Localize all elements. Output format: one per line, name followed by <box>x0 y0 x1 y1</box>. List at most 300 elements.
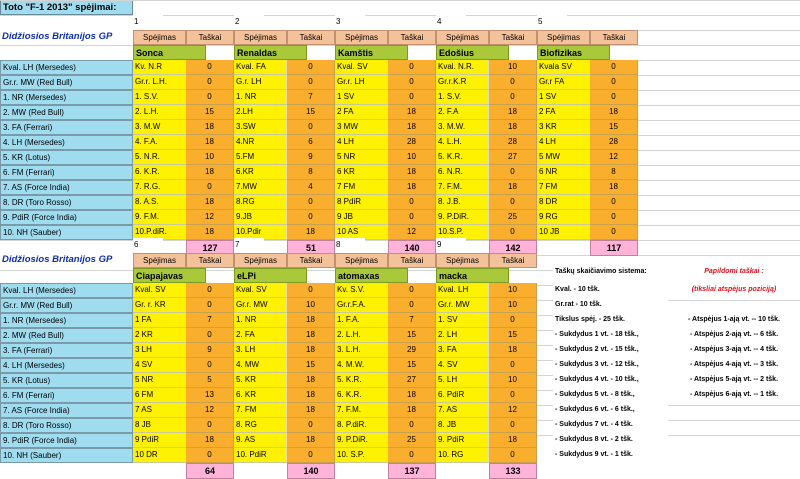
guess-cell[interactable]: 3 MW <box>335 120 388 135</box>
participant-name[interactable]: Kamštis <box>335 45 408 60</box>
guess-cell[interactable]: 3. M.W. <box>436 120 489 135</box>
points-cell[interactable]: 18 <box>186 165 234 180</box>
points-cell[interactable]: 0 <box>287 60 335 75</box>
guess-cell[interactable]: Gr.r.K.R <box>436 75 489 90</box>
points-cell[interactable]: 18 <box>287 313 335 328</box>
points-cell[interactable]: 0 <box>186 358 234 373</box>
guess-cell[interactable]: Kvala SV <box>537 60 590 75</box>
points-cell[interactable]: 0 <box>186 418 234 433</box>
participant-number[interactable]: 9 <box>436 238 466 253</box>
points-cell[interactable]: 10 <box>388 150 436 165</box>
guess-cell[interactable]: 2. F.A <box>436 105 489 120</box>
points-cell[interactable]: 10 <box>287 298 335 313</box>
points-cell[interactable]: 0 <box>388 448 436 463</box>
guess-header[interactable]: Spėjimas <box>436 30 489 45</box>
points-cell[interactable]: 0 <box>489 313 537 328</box>
participant-number[interactable]: 5 <box>537 15 567 30</box>
guess-cell[interactable]: 6 KR <box>335 165 388 180</box>
guess-cell[interactable]: 2 FA <box>335 105 388 120</box>
points-cell[interactable]: 0 <box>489 165 537 180</box>
participant-name[interactable]: Renaldas <box>234 45 307 60</box>
guess-cell[interactable]: 6 NR <box>537 165 590 180</box>
points-cell[interactable]: 0 <box>186 448 234 463</box>
guess-cell[interactable]: 10. PdiR <box>234 448 287 463</box>
row-label[interactable]: 6. FM (Ferrari) <box>0 388 133 403</box>
gp-title[interactable]: Didžiosios Britanijos GP <box>0 30 133 45</box>
guess-cell[interactable]: 8 PdiR <box>335 195 388 210</box>
guess-cell[interactable]: 2. LH <box>436 328 489 343</box>
guess-cell[interactable]: 5. KR <box>234 373 287 388</box>
points-cell[interactable]: 18 <box>590 180 638 195</box>
guess-cell[interactable]: 7.MW <box>234 180 287 195</box>
guess-cell[interactable]: 8.RG <box>234 195 287 210</box>
guess-cell[interactable]: 8. P.diR. <box>335 418 388 433</box>
points-cell[interactable]: 25 <box>388 433 436 448</box>
guess-cell[interactable]: 8. RG <box>234 418 287 433</box>
guess-cell[interactable]: 5. K.R. <box>335 373 388 388</box>
points-cell[interactable]: 0 <box>489 195 537 210</box>
points-cell[interactable]: 0 <box>287 195 335 210</box>
scoring-line[interactable]: - Sukdydus 4 vt. - 10 tšk., <box>553 373 668 388</box>
scoring-line[interactable]: - Sukdydus 7 vt. - 4 tšk. <box>553 418 668 433</box>
points-cell[interactable]: 0 <box>186 180 234 195</box>
guess-cell[interactable]: 5.FM <box>234 150 287 165</box>
points-cell[interactable]: 12 <box>489 403 537 418</box>
points-cell[interactable]: 27 <box>489 150 537 165</box>
bonus-line[interactable]: - Atspėjus 3-ają vt. -- 4 tšk. <box>668 343 800 358</box>
guess-cell[interactable]: 7 AS <box>133 403 186 418</box>
guess-cell[interactable]: Gr.r. LH <box>335 75 388 90</box>
points-cell[interactable]: 18 <box>287 433 335 448</box>
points-cell[interactable]: 25 <box>489 210 537 225</box>
points-cell[interactable]: 0 <box>186 60 234 75</box>
guess-cell[interactable]: 1 FA <box>133 313 186 328</box>
points-cell[interactable]: 15 <box>388 358 436 373</box>
points-cell[interactable]: 0 <box>186 298 234 313</box>
points-cell[interactable]: 8 <box>287 165 335 180</box>
participant-name[interactable]: Biofizikas <box>537 45 610 60</box>
points-cell[interactable]: 0 <box>287 283 335 298</box>
guess-cell[interactable]: 4. MW <box>234 358 287 373</box>
guess-cell[interactable]: 10 JB <box>537 225 590 240</box>
points-cell[interactable]: 0 <box>489 418 537 433</box>
guess-cell[interactable]: 10.P.diR. <box>133 225 186 240</box>
points-cell[interactable]: 6 <box>287 135 335 150</box>
guess-header[interactable]: Spėjimas <box>335 253 388 268</box>
participant-name[interactable]: Ciapajavas <box>133 268 206 283</box>
scoring-title[interactable]: Taškų skaičiavimo sistema: <box>553 265 668 280</box>
points-cell[interactable]: 0 <box>388 298 436 313</box>
guess-cell[interactable]: 1. S.V. <box>436 90 489 105</box>
row-label[interactable]: 10. NH (Sauber) <box>0 448 133 463</box>
guess-cell[interactable]: 10 AS <box>335 225 388 240</box>
guess-cell[interactable]: 4. F.A. <box>133 135 186 150</box>
guess-cell[interactable]: 9 JB <box>335 210 388 225</box>
points-cell[interactable]: 12 <box>388 225 436 240</box>
guess-cell[interactable]: 3. L.H. <box>335 343 388 358</box>
guess-cell[interactable]: Kval. FA <box>234 60 287 75</box>
points-cell[interactable]: 0 <box>388 418 436 433</box>
points-total[interactable]: 137 <box>388 463 436 479</box>
guess-cell[interactable]: 3 LH <box>133 343 186 358</box>
points-cell[interactable]: 0 <box>388 195 436 210</box>
points-cell[interactable]: 9 <box>186 343 234 358</box>
bonus-subtitle[interactable]: (tiksliai atspėjus poziciją) <box>668 283 800 298</box>
guess-cell[interactable]: 7 FM <box>335 180 388 195</box>
points-cell[interactable]: 28 <box>388 135 436 150</box>
points-cell[interactable]: 0 <box>287 120 335 135</box>
sheet-title[interactable]: Toto "F-1 2013" spėjimai: <box>0 0 133 15</box>
guess-cell[interactable]: 10.Pdir <box>234 225 287 240</box>
points-cell[interactable]: 18 <box>388 165 436 180</box>
row-label[interactable]: 8. DR (Toro Rosso) <box>0 195 133 210</box>
guess-cell[interactable]: 7 FM <box>537 180 590 195</box>
guess-cell[interactable]: 9. PdiR <box>436 433 489 448</box>
points-header[interactable]: Taškai <box>489 30 537 45</box>
points-cell[interactable]: 18 <box>489 180 537 195</box>
points-cell[interactable]: 0 <box>489 90 537 105</box>
points-cell[interactable]: 18 <box>489 105 537 120</box>
row-label[interactable]: Kval. LH (Mersedes) <box>0 60 133 75</box>
points-cell[interactable]: 0 <box>287 418 335 433</box>
points-total[interactable]: 51 <box>287 240 335 256</box>
points-cell[interactable]: 18 <box>489 343 537 358</box>
row-label[interactable]: 5. KR (Lotus) <box>0 150 133 165</box>
bonus-line[interactable]: - Atspėjus 2-ają vt. -- 6 tšk. <box>668 328 800 343</box>
guess-cell[interactable]: 1. NR <box>234 90 287 105</box>
guess-cell[interactable]: 1. SV <box>436 313 489 328</box>
guess-header[interactable]: Spėjimas <box>537 30 590 45</box>
guess-cell[interactable]: 5. K.R. <box>436 150 489 165</box>
points-cell[interactable]: 10 <box>489 373 537 388</box>
points-cell[interactable]: 18 <box>186 120 234 135</box>
scoring-line[interactable]: - Sukdydus 9 vt. - 1 tšk. <box>553 448 668 463</box>
guess-header[interactable]: Spėjimas <box>133 253 186 268</box>
points-cell[interactable]: 18 <box>590 105 638 120</box>
row-label[interactable]: 7. AS (Force India) <box>0 180 133 195</box>
points-cell[interactable]: 0 <box>388 210 436 225</box>
points-cell[interactable]: 18 <box>287 225 335 240</box>
guess-header[interactable]: Spėjimas <box>335 30 388 45</box>
guess-cell[interactable]: 3. M.W <box>133 120 186 135</box>
points-cell[interactable]: 18 <box>186 225 234 240</box>
points-cell[interactable]: 0 <box>388 60 436 75</box>
points-cell[interactable]: 15 <box>590 120 638 135</box>
guess-cell[interactable]: 9.JB <box>234 210 287 225</box>
guess-cell[interactable]: Gr.r. MW <box>436 298 489 313</box>
scoring-line[interactable]: - Sukdydus 3 vt. - 12 tšk., <box>553 358 668 373</box>
points-header[interactable]: Taškai <box>590 30 638 45</box>
guess-cell[interactable]: Kval. SV <box>335 60 388 75</box>
guess-header[interactable]: Spėjimas <box>234 30 287 45</box>
guess-cell[interactable]: 7. R.G. <box>133 180 186 195</box>
guess-cell[interactable]: 3. LH <box>234 343 287 358</box>
guess-cell[interactable]: Kv. N.R <box>133 60 186 75</box>
guess-cell[interactable]: 4.NR <box>234 135 287 150</box>
participant-number[interactable]: 3 <box>335 15 365 30</box>
participant-name[interactable]: atomaxas <box>335 268 408 283</box>
guess-cell[interactable]: 2.LH <box>234 105 287 120</box>
guess-cell[interactable]: 9. P.DiR. <box>335 433 388 448</box>
points-total[interactable]: 133 <box>489 463 537 479</box>
points-cell[interactable]: 0 <box>590 75 638 90</box>
points-cell[interactable]: 15 <box>489 328 537 343</box>
guess-cell[interactable]: 7. AS <box>436 403 489 418</box>
guess-cell[interactable]: 5 MW <box>537 150 590 165</box>
guess-cell[interactable]: 10 DR <box>133 448 186 463</box>
points-cell[interactable]: 0 <box>186 328 234 343</box>
scoring-line[interactable]: - Sukdydus 6 vt. - 6 tšk., <box>553 403 668 418</box>
points-cell[interactable]: 0 <box>489 448 537 463</box>
guess-cell[interactable]: 1. NR <box>234 313 287 328</box>
points-header[interactable]: Taškai <box>287 253 335 268</box>
guess-cell[interactable]: 3. FA <box>436 343 489 358</box>
guess-cell[interactable]: 3 KR <box>537 120 590 135</box>
guess-cell[interactable]: 8 DR <box>537 195 590 210</box>
row-label[interactable]: 3. FA (Ferrari) <box>0 120 133 135</box>
guess-cell[interactable]: 8. JB <box>436 418 489 433</box>
guess-cell[interactable]: Gr.r FA <box>537 75 590 90</box>
guess-cell[interactable]: 6. N.R. <box>436 165 489 180</box>
points-cell[interactable]: 18 <box>287 343 335 358</box>
guess-cell[interactable]: 4 SV <box>133 358 186 373</box>
row-label[interactable]: 2. MW (Red Bull) <box>0 328 133 343</box>
points-cell[interactable]: 18 <box>489 433 537 448</box>
points-cell[interactable]: 18 <box>388 105 436 120</box>
guess-cell[interactable]: 2. L.H. <box>335 328 388 343</box>
bonus-line[interactable]: - Atspėjus 1-ają vt. -- 10 tšk. <box>668 313 800 328</box>
guess-cell[interactable]: 6. K.R. <box>335 388 388 403</box>
points-cell[interactable]: 18 <box>287 388 335 403</box>
points-cell[interactable]: 18 <box>388 120 436 135</box>
points-cell[interactable]: 18 <box>287 403 335 418</box>
points-cell[interactable]: 18 <box>388 403 436 418</box>
guess-cell[interactable]: 6. KR <box>234 388 287 403</box>
scoring-line[interactable]: - Sukdydus 2 vt. - 15 tšk., <box>553 343 668 358</box>
points-cell[interactable]: 18 <box>388 180 436 195</box>
guess-cell[interactable]: 1 SV <box>537 90 590 105</box>
participant-name[interactable]: macka <box>436 268 509 283</box>
guess-cell[interactable]: 4. M.W. <box>335 358 388 373</box>
points-total[interactable]: 64 <box>186 463 234 479</box>
guess-cell[interactable]: Gr.r. L.H. <box>133 75 186 90</box>
row-label[interactable]: 6. FM (Ferrari) <box>0 165 133 180</box>
points-cell[interactable]: 10 <box>489 60 537 75</box>
points-cell[interactable]: 0 <box>489 225 537 240</box>
points-cell[interactable]: 7 <box>388 313 436 328</box>
points-header[interactable]: Taškai <box>186 30 234 45</box>
guess-cell[interactable]: 5. N.R. <box>133 150 186 165</box>
points-cell[interactable]: 0 <box>388 90 436 105</box>
points-cell[interactable]: 0 <box>287 210 335 225</box>
points-cell[interactable]: 27 <box>388 373 436 388</box>
points-cell[interactable]: 15 <box>186 105 234 120</box>
guess-cell[interactable]: 6. K.R. <box>133 165 186 180</box>
participant-number[interactable]: 2 <box>234 15 264 30</box>
guess-cell[interactable]: 7. FM <box>234 403 287 418</box>
guess-cell[interactable]: Kval. SV <box>234 283 287 298</box>
guess-cell[interactable]: 7. F.M. <box>436 180 489 195</box>
guess-cell[interactable]: G.r. LH <box>234 75 287 90</box>
guess-cell[interactable]: 9. F.M. <box>133 210 186 225</box>
guess-cell[interactable]: 4 LH <box>537 135 590 150</box>
row-label[interactable]: 4. LH (Mersedes) <box>0 135 133 150</box>
points-cell[interactable]: 0 <box>590 60 638 75</box>
points-cell[interactable]: 0 <box>489 388 537 403</box>
points-cell[interactable]: 18 <box>388 388 436 403</box>
guess-cell[interactable]: 1. S.V. <box>133 90 186 105</box>
points-cell[interactable]: 0 <box>590 210 638 225</box>
points-header[interactable]: Taškai <box>388 253 436 268</box>
participant-number[interactable]: 6 <box>133 238 163 253</box>
points-header[interactable]: Taškai <box>489 253 537 268</box>
points-cell[interactable]: 15 <box>388 328 436 343</box>
points-cell[interactable]: 7 <box>186 313 234 328</box>
participant-name[interactable]: eLPi <box>234 268 307 283</box>
guess-cell[interactable]: Gr.r.F.A. <box>335 298 388 313</box>
points-cell[interactable]: 18 <box>186 195 234 210</box>
guess-cell[interactable]: 10. RG <box>436 448 489 463</box>
guess-header[interactable]: Spėjimas <box>234 253 287 268</box>
points-header[interactable]: Taškai <box>388 30 436 45</box>
gp-title[interactable]: Didžiosios Britanijos GP <box>0 253 133 268</box>
guess-cell[interactable]: 4. L.H. <box>436 135 489 150</box>
points-cell[interactable]: 8 <box>590 165 638 180</box>
guess-cell[interactable]: 6.KR <box>234 165 287 180</box>
guess-cell[interactable]: 7. F.M. <box>335 403 388 418</box>
guess-header[interactable]: Spėjimas <box>133 30 186 45</box>
guess-cell[interactable]: 2. L.H. <box>133 105 186 120</box>
points-total[interactable]: 140 <box>287 463 335 479</box>
bonus-title[interactable]: Papildomi taškai : <box>668 265 800 280</box>
points-cell[interactable]: 18 <box>186 433 234 448</box>
guess-cell[interactable]: Gr. r. KR <box>133 298 186 313</box>
participant-number[interactable]: 1 <box>133 15 163 30</box>
points-total[interactable]: 117 <box>590 240 638 256</box>
guess-header[interactable]: Spėjimas <box>436 253 489 268</box>
row-label[interactable]: 2. MW (Red Bull) <box>0 105 133 120</box>
points-cell[interactable]: 13 <box>186 388 234 403</box>
row-label[interactable]: 9. PdiR (Force India) <box>0 433 133 448</box>
guess-cell[interactable]: 8. A.S. <box>133 195 186 210</box>
row-label[interactable]: 5. KR (Lotus) <box>0 373 133 388</box>
guess-cell[interactable]: 2. FA <box>234 328 287 343</box>
guess-cell[interactable]: 5 NR <box>133 373 186 388</box>
bonus-line[interactable]: - Atspėjus 6-ają vt. -- 1 tšk. <box>668 388 800 403</box>
points-total[interactable]: 140 <box>388 240 436 256</box>
guess-cell[interactable]: 6. PdiR <box>436 388 489 403</box>
points-cell[interactable]: 0 <box>590 195 638 210</box>
points-cell[interactable]: 9 <box>287 150 335 165</box>
row-label[interactable]: 3. FA (Ferrari) <box>0 343 133 358</box>
guess-cell[interactable]: 2 FA <box>537 105 590 120</box>
points-cell[interactable]: 18 <box>287 328 335 343</box>
row-label[interactable]: Gr.r. MW (Red Bull) <box>0 298 133 313</box>
guess-cell[interactable]: 4 LH <box>335 135 388 150</box>
points-header[interactable]: Taškai <box>186 253 234 268</box>
points-cell[interactable]: 18 <box>489 120 537 135</box>
guess-cell[interactable]: 5. LH <box>436 373 489 388</box>
guess-cell[interactable]: 10. S.P. <box>335 448 388 463</box>
points-cell[interactable]: 10 <box>489 298 537 313</box>
guess-cell[interactable]: 5 NR <box>335 150 388 165</box>
points-cell[interactable]: 10 <box>186 150 234 165</box>
guess-cell[interactable]: 4. SV <box>436 358 489 373</box>
scoring-line[interactable]: Gr.rat - 10 tšk. <box>553 298 668 313</box>
points-cell[interactable]: 0 <box>489 358 537 373</box>
bonus-line[interactable]: - Atspėjus 4-ają vt. -- 3 tšk. <box>668 358 800 373</box>
participant-name[interactable]: Edošius <box>436 45 509 60</box>
participant-number[interactable]: 4 <box>436 15 466 30</box>
row-label[interactable]: 4. LH (Mersedes) <box>0 358 133 373</box>
guess-cell[interactable]: Kval. N.R. <box>436 60 489 75</box>
points-cell[interactable]: 0 <box>186 90 234 105</box>
scoring-line[interactable]: - Sukdydus 1 vt. - 18 tšk., <box>553 328 668 343</box>
guess-cell[interactable]: Kval. SV <box>133 283 186 298</box>
guess-cell[interactable]: Gr.r. MW <box>234 298 287 313</box>
scoring-line[interactable]: - Sukdydus 5 vt. - 8 tšk., <box>553 388 668 403</box>
scoring-line[interactable]: Kval. - 10 tšk. <box>553 283 668 298</box>
guess-cell[interactable]: 9. AS <box>234 433 287 448</box>
points-cell[interactable]: 15 <box>287 358 335 373</box>
points-cell[interactable]: 12 <box>186 403 234 418</box>
points-total[interactable]: 142 <box>489 240 537 256</box>
points-cell[interactable]: 10 <box>489 283 537 298</box>
participant-number[interactable]: 8 <box>335 238 365 253</box>
guess-cell[interactable]: 8 JB <box>133 418 186 433</box>
guess-cell[interactable]: 9 PdiR <box>133 433 186 448</box>
participant-number[interactable]: 7 <box>234 238 264 253</box>
guess-cell[interactable]: 10.S.P. <box>436 225 489 240</box>
row-label[interactable]: 7. AS (Force India) <box>0 403 133 418</box>
guess-cell[interactable]: 1 SV <box>335 90 388 105</box>
points-cell[interactable]: 28 <box>590 135 638 150</box>
guess-cell[interactable]: 6 FM <box>133 388 186 403</box>
row-label[interactable]: 10. NH (Sauber) <box>0 225 133 240</box>
points-cell[interactable]: 0 <box>186 75 234 90</box>
guess-cell[interactable]: 8. J.B. <box>436 195 489 210</box>
guess-cell[interactable]: 9 RG <box>537 210 590 225</box>
points-cell[interactable]: 0 <box>388 283 436 298</box>
points-cell[interactable]: 18 <box>287 373 335 388</box>
guess-cell[interactable]: Kval. LH <box>436 283 489 298</box>
points-cell[interactable]: 29 <box>388 343 436 358</box>
row-label[interactable]: Kval. LH (Mersedes) <box>0 283 133 298</box>
points-cell[interactable]: 28 <box>489 135 537 150</box>
row-label[interactable]: 8. DR (Toro Rosso) <box>0 418 133 433</box>
scoring-line[interactable]: Tikslus spėj. - 25 tšk. <box>553 313 668 328</box>
guess-cell[interactable]: 3.SW <box>234 120 287 135</box>
points-cell[interactable]: 18 <box>186 135 234 150</box>
points-cell[interactable]: 12 <box>590 150 638 165</box>
participant-name[interactable]: Sonca <box>133 45 206 60</box>
guess-cell[interactable]: 2 KR <box>133 328 186 343</box>
row-label[interactable]: 1. NR (Mersedes) <box>0 90 133 105</box>
points-cell[interactable]: 0 <box>590 225 638 240</box>
points-cell[interactable]: 0 <box>489 75 537 90</box>
row-label[interactable]: 1. NR (Mersedes) <box>0 313 133 328</box>
points-cell[interactable]: 4 <box>287 180 335 195</box>
points-header[interactable]: Taškai <box>287 30 335 45</box>
points-cell[interactable]: 0 <box>590 90 638 105</box>
points-cell[interactable]: 5 <box>186 373 234 388</box>
row-label[interactable]: 9. PdiR (Force India) <box>0 210 133 225</box>
guess-cell[interactable]: Kv. S.V. <box>335 283 388 298</box>
scoring-line[interactable]: - Sukdydus 8 vt. - 2 tšk. <box>553 433 668 448</box>
guess-cell[interactable]: 1. F.A. <box>335 313 388 328</box>
guess-cell[interactable]: 9. P.DiR. <box>436 210 489 225</box>
bonus-line[interactable]: - Atspėjus 5-ają vt. -- 2 tšk. <box>668 373 800 388</box>
